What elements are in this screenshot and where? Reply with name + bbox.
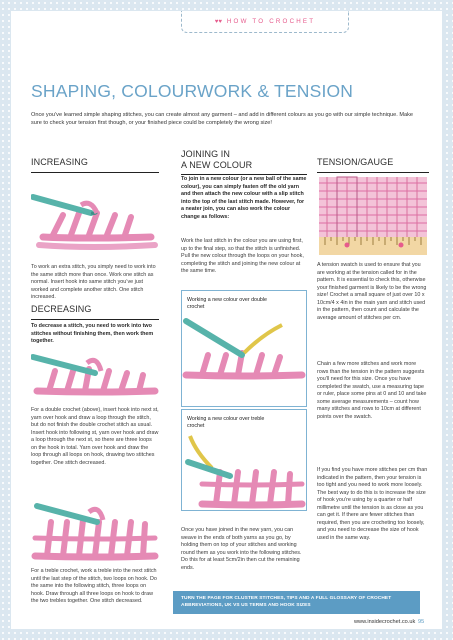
page-sheet [11,11,442,629]
tension-swatch-illustration [317,175,429,259]
colour-lead: To join in a new colour (or a new ball of the same colour), you can simply fasten off the old yarn and then attach the new colour with a slip stitch into the top of the last stitch made. However, for a neater join, you can also work the colour change as follows: [181,176,307,220]
hearts-icon: ♥♥ [214,18,222,25]
colour-box-dc-label: Working a new colour over double crochet [187,297,267,310]
tension-text-2: Chain a few more stitches and work more rows than the tension in the pattern suggests you’ll need for this size. Once you have completed the swatch, use a measuring tape or ruler, place some pins at 0 and 10 and take some average measurements – count how many stitches and rows to 10cm at different points over the swatch. [317,361,427,420]
colour-box-tr-label: Working a new colour over treble crochet [187,416,265,429]
colour-box-tr [181,409,307,511]
section-header [181,11,349,33]
decreasing-lead: To decrease a stitch, you need to work into two stitches without finishing them, then work them together. [31,323,154,344]
tension-text-1: A tension swatch is used to ensure that you are working at the tension called for in the pattern. It is essential to check this, otherwise your finished garment is likely to be the wrong size! Crochet a small square of just over 10 x 10cm/4 x 4in in the main yarn and stitch used in the pattern, then count and calculate the average amount of stitches per cm. [317,262,427,321]
decreasing-dc-text: For a double crochet (above), insert hook into next st, yarn over hook and draw a loop through the stitch, but do not finish the double crochet stitch as usual. Insert hook into following st, yarn over hook and draw a loop through the next st, so there are three loops on the hook in total. Yarn over hook and draw the loop through all loops on hook, drawing two stitches together. One stitch decreased. [31,407,159,466]
colour-text-1: Work the last stitch in the colour you are using first, up to the final step, so that the stitch is unfinished. Pull the new colour through the loops on your hook, completing the stitch and joining the new colour at the same time. [181,238,304,274]
heading-tension: TENSION/GAUGE [317,157,429,173]
heading-colour [181,149,307,175]
colour-dc-illustration [182,315,306,405]
increasing-text: To work an extra stitch, you simply need to work into the same stitch more than once. Work one stitch as normal. Insert hook into same stitch you’ve just worked and complete another stitch. One stitch increased. [31,264,156,300]
heading-colour-line2: A NEW COLOUR [181,159,253,170]
increasing-illustration [31,179,159,261]
heading-decreasing: DECREASING [31,304,159,320]
heading-increasing: INCREASING [31,157,159,173]
decrease-tr-illustration [31,498,159,566]
intro-paragraph: Once you’ve learned simple shaping stitches, you can create almost any garment – and add in different colours as you go with our simple technique. Make sure to check your tension first though, or your finished piece could be completely the wrong size! [31,112,414,126]
section-label: HOW TO CROCHET [226,18,316,25]
page-number: 95 [418,619,425,625]
colour-text-2: Once you have joined in the new yarn, you can weave in the ends of both yarns as you go, by holding them on top of your stitches and working round them as you work into the following stitches. Do this for at least 5cm/2in then cut the remaining ends. [181,527,302,571]
decrease-dc-illustration [31,347,159,405]
footer-banner: TURN THE PAGE FOR CLUSTER STITCHES, TIPS AND A FULL GLOSSARY OF CROCHET ABBREVIATIONS, UK VS US TERMS AND HOOK SIZES [173,591,420,614]
colour-box-dc [181,290,307,407]
website-url[interactable]: www.insidecrochet.co.uk [354,619,416,625]
colour-tr-illustration [182,432,306,510]
heading-colour-line1: JOINING IN [181,149,231,159]
decreasing-tr-text: For a treble crochet, work a treble into the next stitch until the last step of the stitch, two loops on hook. Do the same into the following stitch, three loops on hook. Draw through all three loops on hook to draw the two trebles together. One stitch decreased. [31,568,157,604]
page-title: SHAPING, COLOURWORK & TENSION [31,81,354,101]
tension-text-3: If you find you have more stitches per cm than indicated in the pattern, then your tension is too tight and you need to work more loosely. The best way to do this is to increase the size of hook you’re using by a quarter or half millimetre until the tension is as close as you can get it. If there are fewer stitches than required, then you are crocheting too loosely, and you need to decrease the size of hook used in the same way. [317,467,428,541]
